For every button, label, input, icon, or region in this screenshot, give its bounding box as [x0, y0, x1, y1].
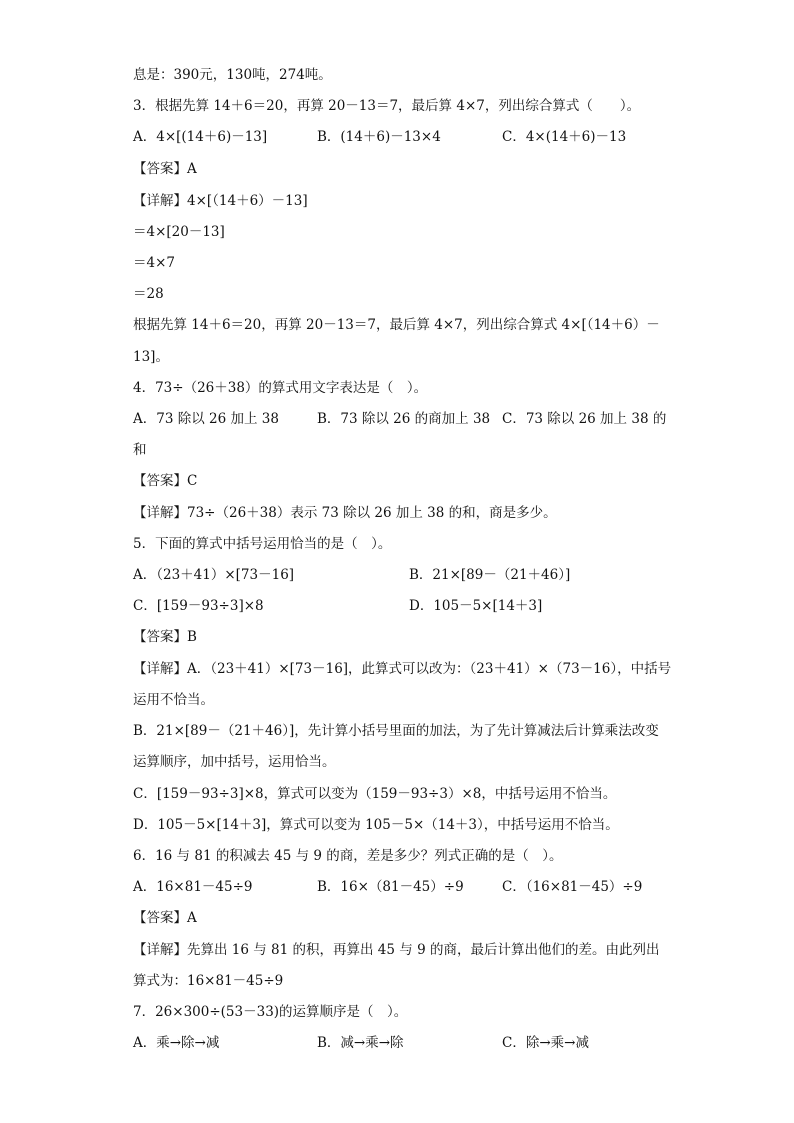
- q3-option-c: C．4×(14＋6)－13: [502, 129, 627, 145]
- q5-answer: 【答案】B: [133, 629, 197, 645]
- q6-option-b: B．16×（81－45）÷9: [317, 879, 464, 895]
- q6-detail-1: 【详解】先算出 16 与 81 的积，再算出 45 与 9 的商，最后计算出他们的差。由此列出: [133, 942, 660, 958]
- q6-answer: 【答案】A: [133, 910, 197, 926]
- q3-option-b: B．(14＋6)－13×4: [317, 129, 441, 145]
- q6-detail-2: 算式为：16×81－45÷9: [133, 973, 284, 989]
- q3-detail-4: ＝28: [133, 286, 164, 302]
- q7-option-b: B．减→乘→除: [317, 1035, 404, 1051]
- q3-answer: 【答案】A: [133, 161, 197, 177]
- q4-option-a: A．73 除以 26 加上 38: [133, 411, 279, 427]
- q5-option-c: C．[159－93÷3]×8: [133, 598, 264, 614]
- q3-stem: 3．根据先算 14＋6＝20，再算 20－13＝7，最后算 4×7，列出综合算式（ ）。: [133, 98, 641, 114]
- q7-option-a: A．乘→除→减: [133, 1035, 220, 1051]
- q3-option-a: A．4×[(14＋6)－13]: [133, 129, 268, 145]
- q7-option-c: C．除→乘→减: [502, 1035, 589, 1051]
- q5-option-b: B．21×[89－（21＋46）]: [409, 567, 571, 583]
- q4-detail-1: 【详解】73÷（26＋38）表示 73 除以 26 加上 38 的和，商是多少。: [133, 505, 557, 521]
- q5-detail-3: B．21×[89－（21＋46）]，先计算小括号里面的加法，为了先计算减法后计算乘法改变: [133, 723, 659, 739]
- q5-detail-6: D．105－5×[14＋3]，算式可以变为 105－5×（14＋3），中括号运用不恰当。: [133, 817, 619, 833]
- q4-option-c-continuation: 和: [133, 442, 147, 458]
- q3-detail-5: 根据先算 14＋6＝20，再算 20－13＝7，最后算 4×7，列出综合算式 4×[（14＋6）－: [133, 317, 660, 333]
- q4-option-c: C．73 除以 26 加上 38 的: [502, 411, 667, 427]
- q5-option-a: A．（23＋41）×[73－16]: [133, 567, 295, 583]
- q5-detail-4: 运算顺序，加中括号，运用恰当。: [133, 754, 336, 770]
- q6-stem: 6．16 与 81 的积减去 45 与 9 的商，差是多少？列式正确的是（ ）。: [133, 848, 563, 864]
- q3-detail-2: ＝4×[20－13]: [133, 224, 225, 240]
- q3-detail-1: 【详解】4×[（14＋6）－13]: [133, 193, 308, 209]
- q3-detail-3: ＝4×7: [133, 255, 175, 271]
- q4-stem: 4．73÷（26＋38）的算式用文字表达是（ ）。: [133, 380, 428, 396]
- q5-stem: 5．下面的算式中括号运用恰当的是（ ）。: [133, 536, 392, 552]
- q3-detail-6: 13]。: [133, 349, 169, 365]
- q5-detail-5: C．[159－93÷3]×8，算式可以变为（159－93÷3）×8，中括号运用不恰当。: [133, 786, 617, 802]
- q5-detail-2: 运用不恰当。: [133, 692, 214, 708]
- q5-option-d: D．105－5×[14＋3]: [409, 598, 543, 614]
- q4-answer: 【答案】C: [133, 473, 198, 489]
- q6-option-a: A．16×81－45÷9: [133, 879, 253, 895]
- q6-option-c: C．（16×81－45）÷9: [502, 879, 643, 895]
- prev-answer-continuation: 息是：390元，130吨，274吨。: [133, 67, 332, 83]
- q7-stem: 7．26×300÷(53－33)的运算顺序是（ ）。: [133, 1004, 408, 1020]
- q5-detail-1: 【详解】A．（23＋41）×[73－16]，此算式可以改为：（23＋41）×（73－16），中括号: [133, 661, 672, 677]
- q4-option-b: B．73 除以 26 的商加上 38: [317, 411, 491, 427]
